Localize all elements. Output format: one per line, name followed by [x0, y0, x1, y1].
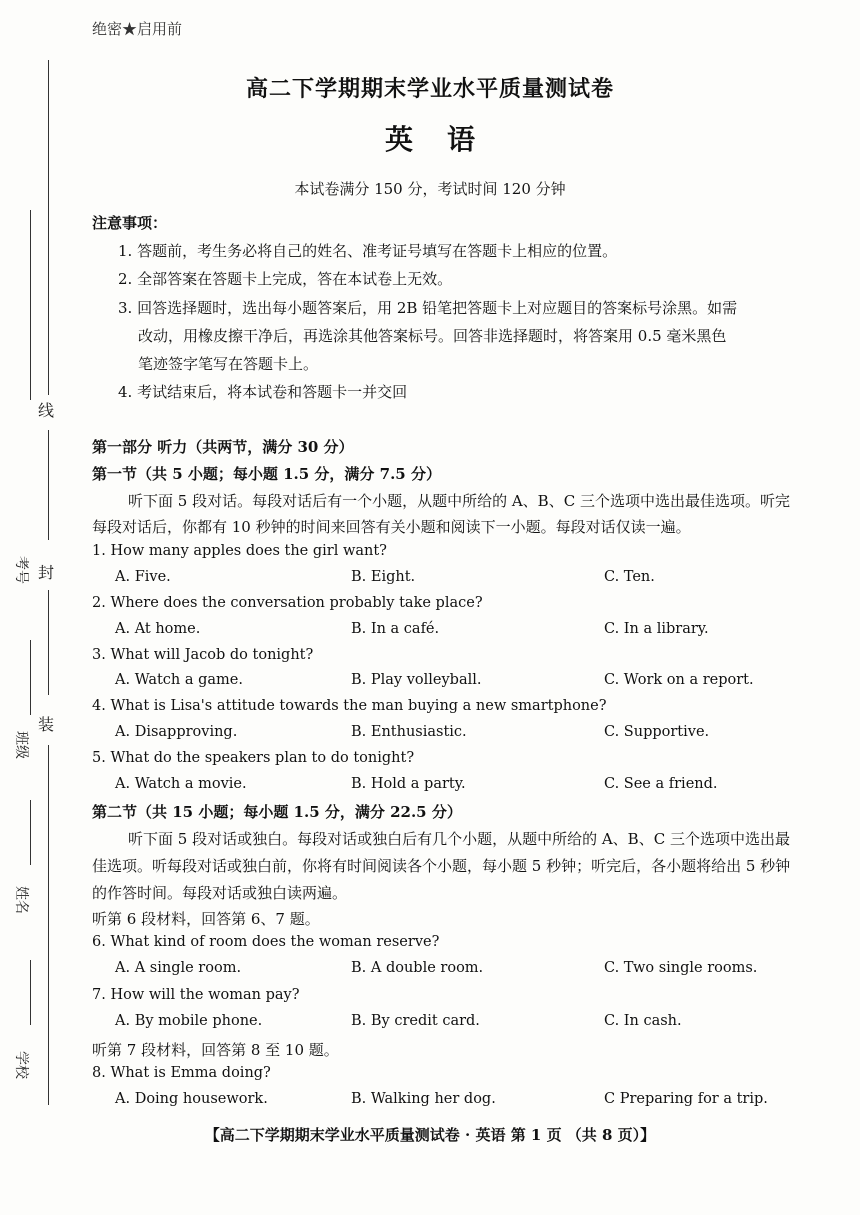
section2-instruction: 的作答时间。每段对话或独白读两遍。 [92, 884, 348, 902]
gutter-seal-mark: 封 [38, 563, 55, 582]
option-a: A. Doing housework. [115, 1091, 268, 1107]
gutter-line [30, 640, 31, 715]
gutter-bind-mark: 装 [38, 715, 55, 734]
gutter-line [48, 745, 49, 1105]
option-b: B. A double room. [351, 960, 484, 976]
section1-instruction: 听下面 5 段对话。每段对话后有一个小题，从题中所给的 A、B、C 三个选项中选出最佳选项。听完 [128, 492, 790, 510]
option-c: C. Two single rooms. [604, 960, 758, 976]
option-a: A. Five. [115, 569, 171, 585]
gutter-exam-no-label: 考号 [13, 556, 29, 584]
gutter-line [30, 800, 31, 865]
section2-heading: 第二节（共 15 小题；每小题 1.5 分，满分 22.5 分） [92, 803, 462, 821]
notes-heading: 注意事项： [92, 214, 168, 232]
gutter-name-label: 姓名 [13, 886, 29, 914]
exam-info: 本试卷满分 150 分，考试时间 120 分钟 [294, 180, 566, 198]
gutter-line-mark: 线 [38, 401, 55, 420]
subject-title: 英语 [384, 123, 509, 156]
gutter-class-label: 班级 [13, 731, 29, 759]
exam-title: 高二下学期期末学业水平质量测试卷 [245, 76, 614, 102]
option-c: C. See a friend. [604, 776, 718, 792]
section2-instruction: 佳选项。听每段对话或独白前，你将有时间阅读各个小题，每小题 5 秒钟；听完后，各小题将给出 5 秒钟 [92, 857, 791, 875]
page-footer: 【高二下学期期末学业水平质量测试卷 · 英语 第 1 页 （共 8 页）】 [204, 1126, 656, 1144]
question: 4. What is Lisa's attitude towards the man buying a new smartphone? [92, 698, 607, 714]
question: 7. How will the woman pay? [92, 987, 300, 1003]
option-c: C. Supportive. [604, 724, 710, 740]
section1-instruction: 每段对话后，你都有 10 秒钟的时间来回答有关小题和阅读下一小题。每段对话仅读一遍。 [92, 518, 691, 536]
note-item: 4. 考试结束后，将本试卷和答题卡一并交回 [118, 383, 408, 401]
gutter-line [48, 60, 49, 395]
note-item: 改动，用橡皮擦干净后，再选涂其他答案标号。回答非选择题时，将答案用 0.5 毫米黑色 [138, 327, 727, 345]
section2-instruction: 听下面 5 段对话或独白。每段对话或独白后有几个小题，从题中所给的 A、B、C 三个选项中选出最 [128, 830, 790, 848]
note-item: 2. 全部答案在答题卡上完成，答在本试卷上无效。 [118, 270, 453, 288]
option-c: C. In cash. [604, 1013, 682, 1029]
section1-heading: 第一节（共 5 小题；每小题 1.5 分，满分 7.5 分） [92, 465, 441, 483]
confidential-mark: 绝密★启用前 [92, 20, 183, 38]
option-c: C. Work on a report. [604, 672, 754, 688]
question: 8. What is Emma doing? [92, 1065, 271, 1081]
option-a: A. A single room. [115, 960, 242, 976]
option-b: B. Hold a party. [351, 776, 466, 792]
option-c: C Preparing for a trip. [604, 1091, 768, 1107]
option-b: B. In a café. [351, 621, 440, 637]
gutter-school-label: 学校 [13, 1051, 29, 1079]
material-label: 听第 6 段材料，回答第 6、7 题。 [92, 910, 320, 928]
option-c: C. In a library. [604, 621, 709, 637]
option-b: B. Play volleyball. [351, 672, 482, 688]
gutter-line [48, 590, 49, 695]
question: 6. What kind of room does the woman reserve? [92, 934, 440, 950]
material-label: 听第 7 段材料，回答第 8 至 10 题。 [92, 1041, 339, 1059]
gutter-line [30, 960, 31, 1025]
question: 1. How many apples does the girl want? [92, 543, 387, 559]
note-item: 1. 答题前，考生务必将自己的姓名、准考证号填写在答题卡上相应的位置。 [118, 242, 618, 260]
part1-heading: 第一部分 听力（共两节，满分 30 分） [92, 438, 354, 456]
question: 3. What will Jacob do tonight? [92, 647, 314, 663]
option-a: A. Watch a game. [115, 672, 243, 688]
option-b: B. Eight. [351, 569, 416, 585]
gutter-line [48, 430, 49, 540]
option-b: B. By credit card. [351, 1013, 480, 1029]
option-c: C. Ten. [604, 569, 655, 585]
option-a: A. At home. [115, 621, 201, 637]
option-b: B. Enthusiastic. [351, 724, 467, 740]
option-a: A. By mobile phone. [115, 1013, 263, 1029]
question: 2. Where does the conversation probably take place? [92, 595, 483, 611]
gutter-line [30, 210, 31, 400]
question: 5. What do the speakers plan to do tonight? [92, 750, 415, 766]
option-b: B. Walking her dog. [351, 1091, 496, 1107]
option-a: A. Disapproving. [115, 724, 238, 740]
option-a: A. Watch a movie. [115, 776, 247, 792]
note-item: 笔迹签字笔写在答题卡上。 [138, 355, 319, 373]
note-item: 3. 回答选择题时，选出每小题答案后，用 2B 铅笔把答题卡上对应题目的答案标号涂黑。如需 [118, 299, 738, 317]
